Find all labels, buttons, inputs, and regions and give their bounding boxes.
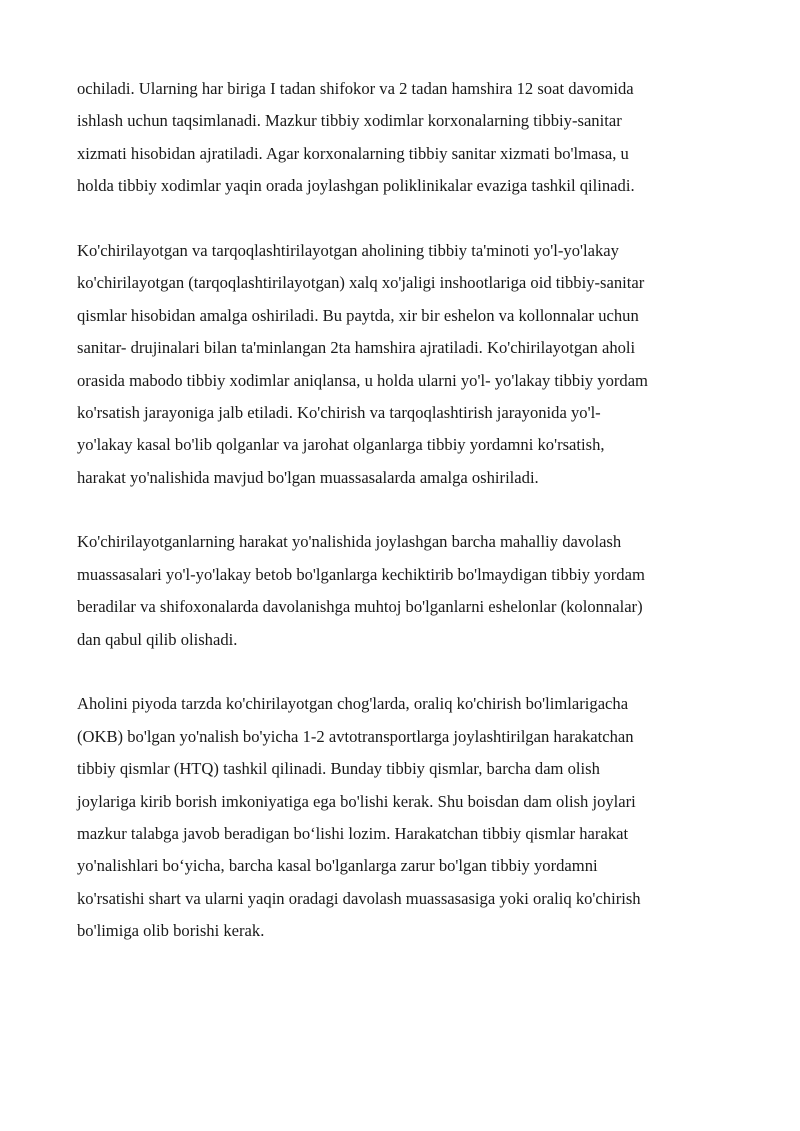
text-line: holda tibbiy xodimlar yaqin orada joylashgan poliklinikalar evaziga tashkil qilinadi. (77, 176, 635, 196)
text-line: dan qabul qilib olishadi. (77, 629, 238, 649)
document-body (77, 73, 727, 980)
text-line: ko'chirilayotgan (tarqoqlashtirilayotgan) xalq xo'jaligi inshootlariga oid tibbiy-sanitar (77, 273, 645, 293)
text-line: Ko'chirilayotgan va tarqoqlashtirilayotgan aholining tibbiy ta'minoti yo'l-yo'lakay (77, 240, 619, 260)
text-line: sanitar- drujinalari bilan ta'minlangan 2ta hamshira ajratiladi. Ko'chirilayotgan aholi (77, 338, 636, 358)
text-line: ishlash uchun taqsimlanadi. Mazkur tibbiy xodimlar korxonalarning tibbiy-sanitar (77, 111, 622, 131)
text-line: tibbiy qismlar (HTQ) tashkil qilinadi. Bunday tibbiy qismlar, barcha dam olish (77, 759, 600, 779)
text-line: (OKB) bo'lgan yo'nalish bo'yicha 1-2 avtotransportlarga joylashtirilgan harakatchan (77, 726, 634, 746)
text-line: muassasalari yo'l-yo'lakay betob bo'lganlarga kechiktirib bo'lmaydigan tibbiy yordam (77, 564, 645, 584)
text-line: ko'rsatish jarayoniga jalb etiladi. Ko'chirish va tarqoqlashtirish jarayonida yo'l- (77, 402, 601, 422)
text-line: yo'lakay kasal bo'lib qolganlar va jarohat olganlarga tibbiy yordamni ko'rsatish, (77, 435, 605, 455)
paragraph-2 (77, 235, 727, 494)
text-line: joylariga kirib borish imkoniyatiga ega bo'lishi kerak. Shu boisdan dam olish joylari (77, 791, 636, 811)
text-line: Aholini piyoda tarzda ko'chirilayotgan chog'larda, oraliq ko'chirish bo'limlarigacha (77, 694, 629, 714)
text-line: beradilar va shifoxonalarda davolanishga muhtoj bo'lganlarni eshelonlar (kolonnalar) (77, 597, 643, 617)
text-line: orasida mabodo tibbiy xodimlar aniqlansa, u holda ularni yo'l- yo'lakay tibbiy yordam (77, 370, 648, 390)
paragraph-3 (77, 526, 727, 656)
text-line: bo'limiga olib borishi kerak. (77, 921, 265, 941)
paragraph-4 (77, 688, 727, 947)
paragraph-1 (77, 73, 727, 203)
text-line: yo'nalishlari bo‘yicha, barcha kasal bo'lganlarga zarur bo'lgan tibbiy yordamni (77, 856, 598, 876)
text-line: ko'rsatishi shart va ularni yaqin oradagi davolash muassasasiga yoki oraliq ko'chirish (77, 888, 641, 908)
text-line: harakat yo'nalishida mavjud bo'lgan muassasalarda amalga oshiriladi. (77, 467, 539, 487)
text-line: ochiladi. Ularning har biriga I tadan shifokor va 2 tadan hamshira 12 soat davomida (77, 79, 634, 98)
text-line: Ko'chirilayotganlarning harakat yo'nalishida joylashgan barcha mahalliy davolash (77, 532, 622, 552)
text-line: qismlar hisobidan amalga oshiriladi. Bu paytda, xir bir eshelon va kollonnalar uchun (77, 305, 639, 325)
text-line: mazkur talabga javob beradigan bo‘lishi lozim. Harakatchan tibbiy qismlar harakat (77, 823, 629, 843)
text-line: xizmati hisobidan ajratiladi. Agar korxonalarning tibbiy sanitar xizmati bo'lmasa, u (77, 143, 629, 163)
